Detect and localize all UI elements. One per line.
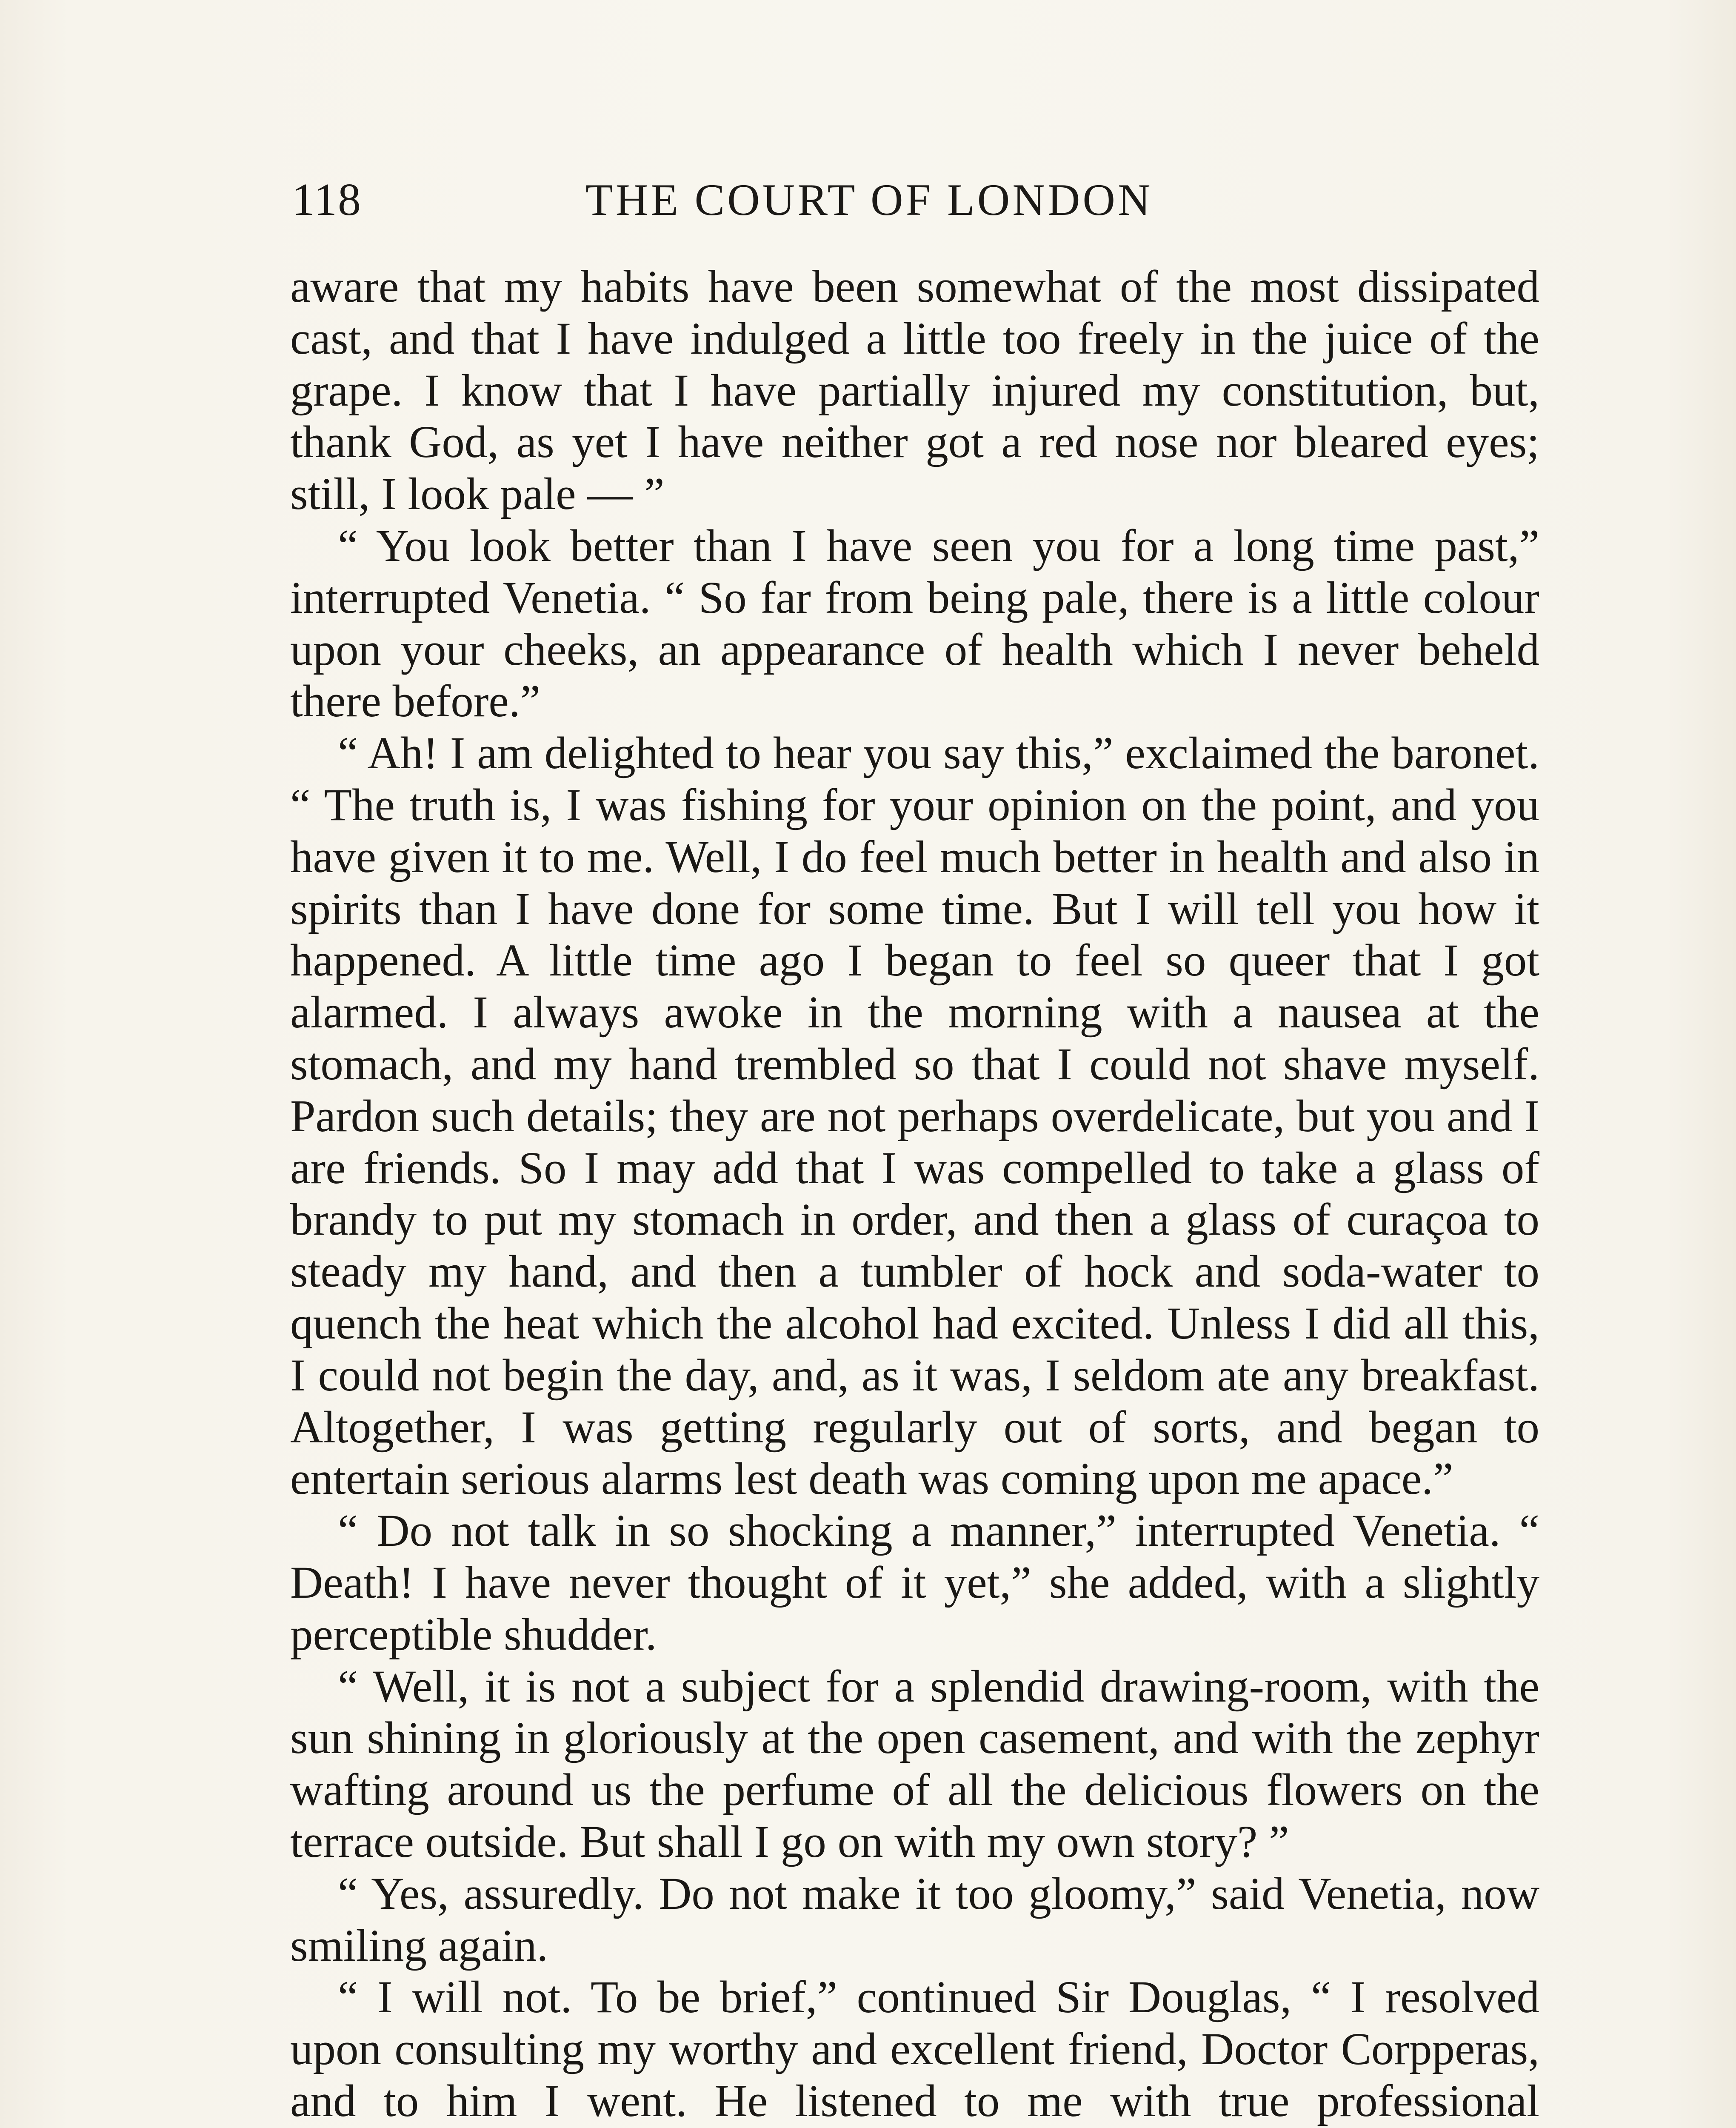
paragraph: “ Well, it is not a subject for a splendid drawing-room, with the sun shining in gloriously at the open casement, and with the zephyr wafting around us the perfume of all the delicious flowers on the terrace outside. But shall I go on with my own story? ” (290, 1661, 1539, 1867)
body-text (290, 261, 1539, 2128)
paragraph: “ Ah! I am delighted to hear you say this,” exclaimed the baronet. “ The truth is, I was fishing for your opinion on the point, and you have given it to me. Well, I do feel much better in health and also in spirits than I have done for some time. But I will tell you how it happened. A little time ago I began to feel so queer that I got alarmed. I always awoke in the morning with a nausea at the stomach, and my hand trembled so that I could not shave myself. Pardon such details; they are not perhaps overdelicate, but you and I are friends. So I may add that I was compelled to take a glass of brandy to put my stomach in order, and then a glass of curaçoa to steady my hand, and then a tumbler of hock and soda-water to quench the heat which the alcohol had excited. Unless I did all this, I could not begin the day, and, as it was, I seldom ate any breakfast. Altogether, I was getting regularly out of sorts, and began to entertain serious alarms lest death was coming upon me apace.” (290, 728, 1539, 1504)
paragraph: “ Yes, assuredly. Do not make it too gloomy,” said Venetia, now smiling again. (290, 1868, 1539, 1971)
paragraph: “ You look better than I have seen you for a long time past,” interrupted Venetia. “ So far from being pale, there is a little colour upon your cheeks, an appearance of health which I never beheld there before.” (290, 521, 1539, 727)
paragraph: “ I will not. To be brief,” continued Sir Douglas, “ I resolved upon consulting my worthy and excellent friend, Doctor Corpperas, and to him I went. He listened to me with true professional (290, 1972, 1539, 2126)
paragraph: “ Do not talk in so shocking a manner,” interrupted Venetia. “ Death! I have never thought of it yet,” she added, with a slightly perceptible shudder. (290, 1506, 1539, 1660)
running-head: THE COURT OF LONDON (585, 175, 1153, 225)
page-header (292, 170, 1539, 230)
page-number: 118 (292, 174, 362, 225)
paragraph: aware that my habits have been somewhat of the most dissipated cast, and that I have indulged a little too freely in the juice of the grape. I know that I have partially injured my constitution, but, thank God, as yet I have neither got a red nose nor bleared eyes; still, I look pale — ” (290, 262, 1539, 520)
